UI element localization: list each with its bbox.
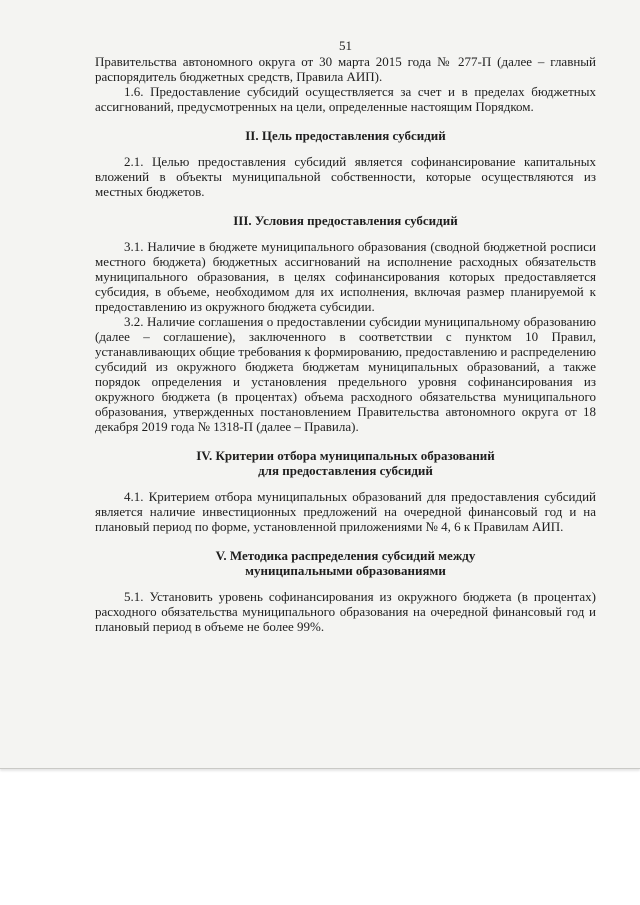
paragraph-2-1: 2.1. Целью предоставления субсидий является софинансирование капитальных вложений в объекты муниципальной собственности, которые осуществляются из местных бюджетов. — [95, 154, 596, 199]
section-3-heading: III. Условия предоставления субсидий — [233, 213, 458, 228]
page-number: 51 — [339, 38, 352, 53]
paragraph-4-1: 4.1. Критерием отбора муниципальных образований для предоставления субсидий является наличие инвестиционных предложений на очередной финансовый год и на плановый период по форме, установленной приложениями № 4, 6 к Правилам АИП. — [95, 489, 596, 534]
section-5-heading — [95, 548, 596, 578]
paragraph-3-2: 3.2. Наличие соглашения о предоставлении субсидии муниципальному образованию (далее – соглашение), заключенного в соответствии с пунктом 10 Правил, устанавливающих общие требования к формированию, предоставлению и распределению субсидий из окружного бюджета бюджетам муниципальных образований, а также порядок определения и установления предельного уровня софинансирования из окружного бюджета (в процентах) объема расходного обязательства муниципального образования, утвержденных постановлением Правительства автономного округа от 18 декабря 2019 года № 1318-П (далее – Правила). — [95, 314, 596, 434]
document-body — [95, 38, 596, 634]
paragraph-1-6: 1.6. Предоставление субсидий осуществляется за счет и в пределах бюджетных ассигнований, предусмотренных на цели, определенные настоящим Порядком. — [95, 84, 596, 114]
section-5-heading-line1: V. Методика распределения субсидий между — [215, 548, 476, 563]
section-4-heading — [95, 448, 596, 478]
section-4-heading-line1: IV. Критерии отбора муниципальных образований — [196, 448, 495, 463]
paragraph-5-1: 5.1. Установить уровень софинансирования из окружного бюджета (в процентах) расходного обязательства муниципального образования на очередной финансовый год и плановый период в объеме не более 99%. — [95, 589, 596, 634]
section-4-heading-line2: для предоставления субсидий — [258, 463, 433, 478]
section-5-heading-line2: муниципальными образованиями — [245, 563, 446, 578]
section-2-heading: II. Цель предоставления субсидий — [245, 128, 446, 143]
paragraph-3-1: 3.1. Наличие в бюджете муниципального образования (сводной бюджетной росписи местного бюджета) бюджетных ассигнований на исполнение расходных обязательств муниципального образования, в целях софинансирования которых предоставляется субсидия, в объеме, необходимом для их исполнения, включая размер планируемой к предоставлению из окружного бюджета субсидии. — [95, 239, 596, 314]
paragraph-continuation: Правительства автономного округа от 30 марта 2015 года № 277-П (далее – главный распорядитель бюджетных средств, Правила АИП). — [95, 54, 596, 84]
